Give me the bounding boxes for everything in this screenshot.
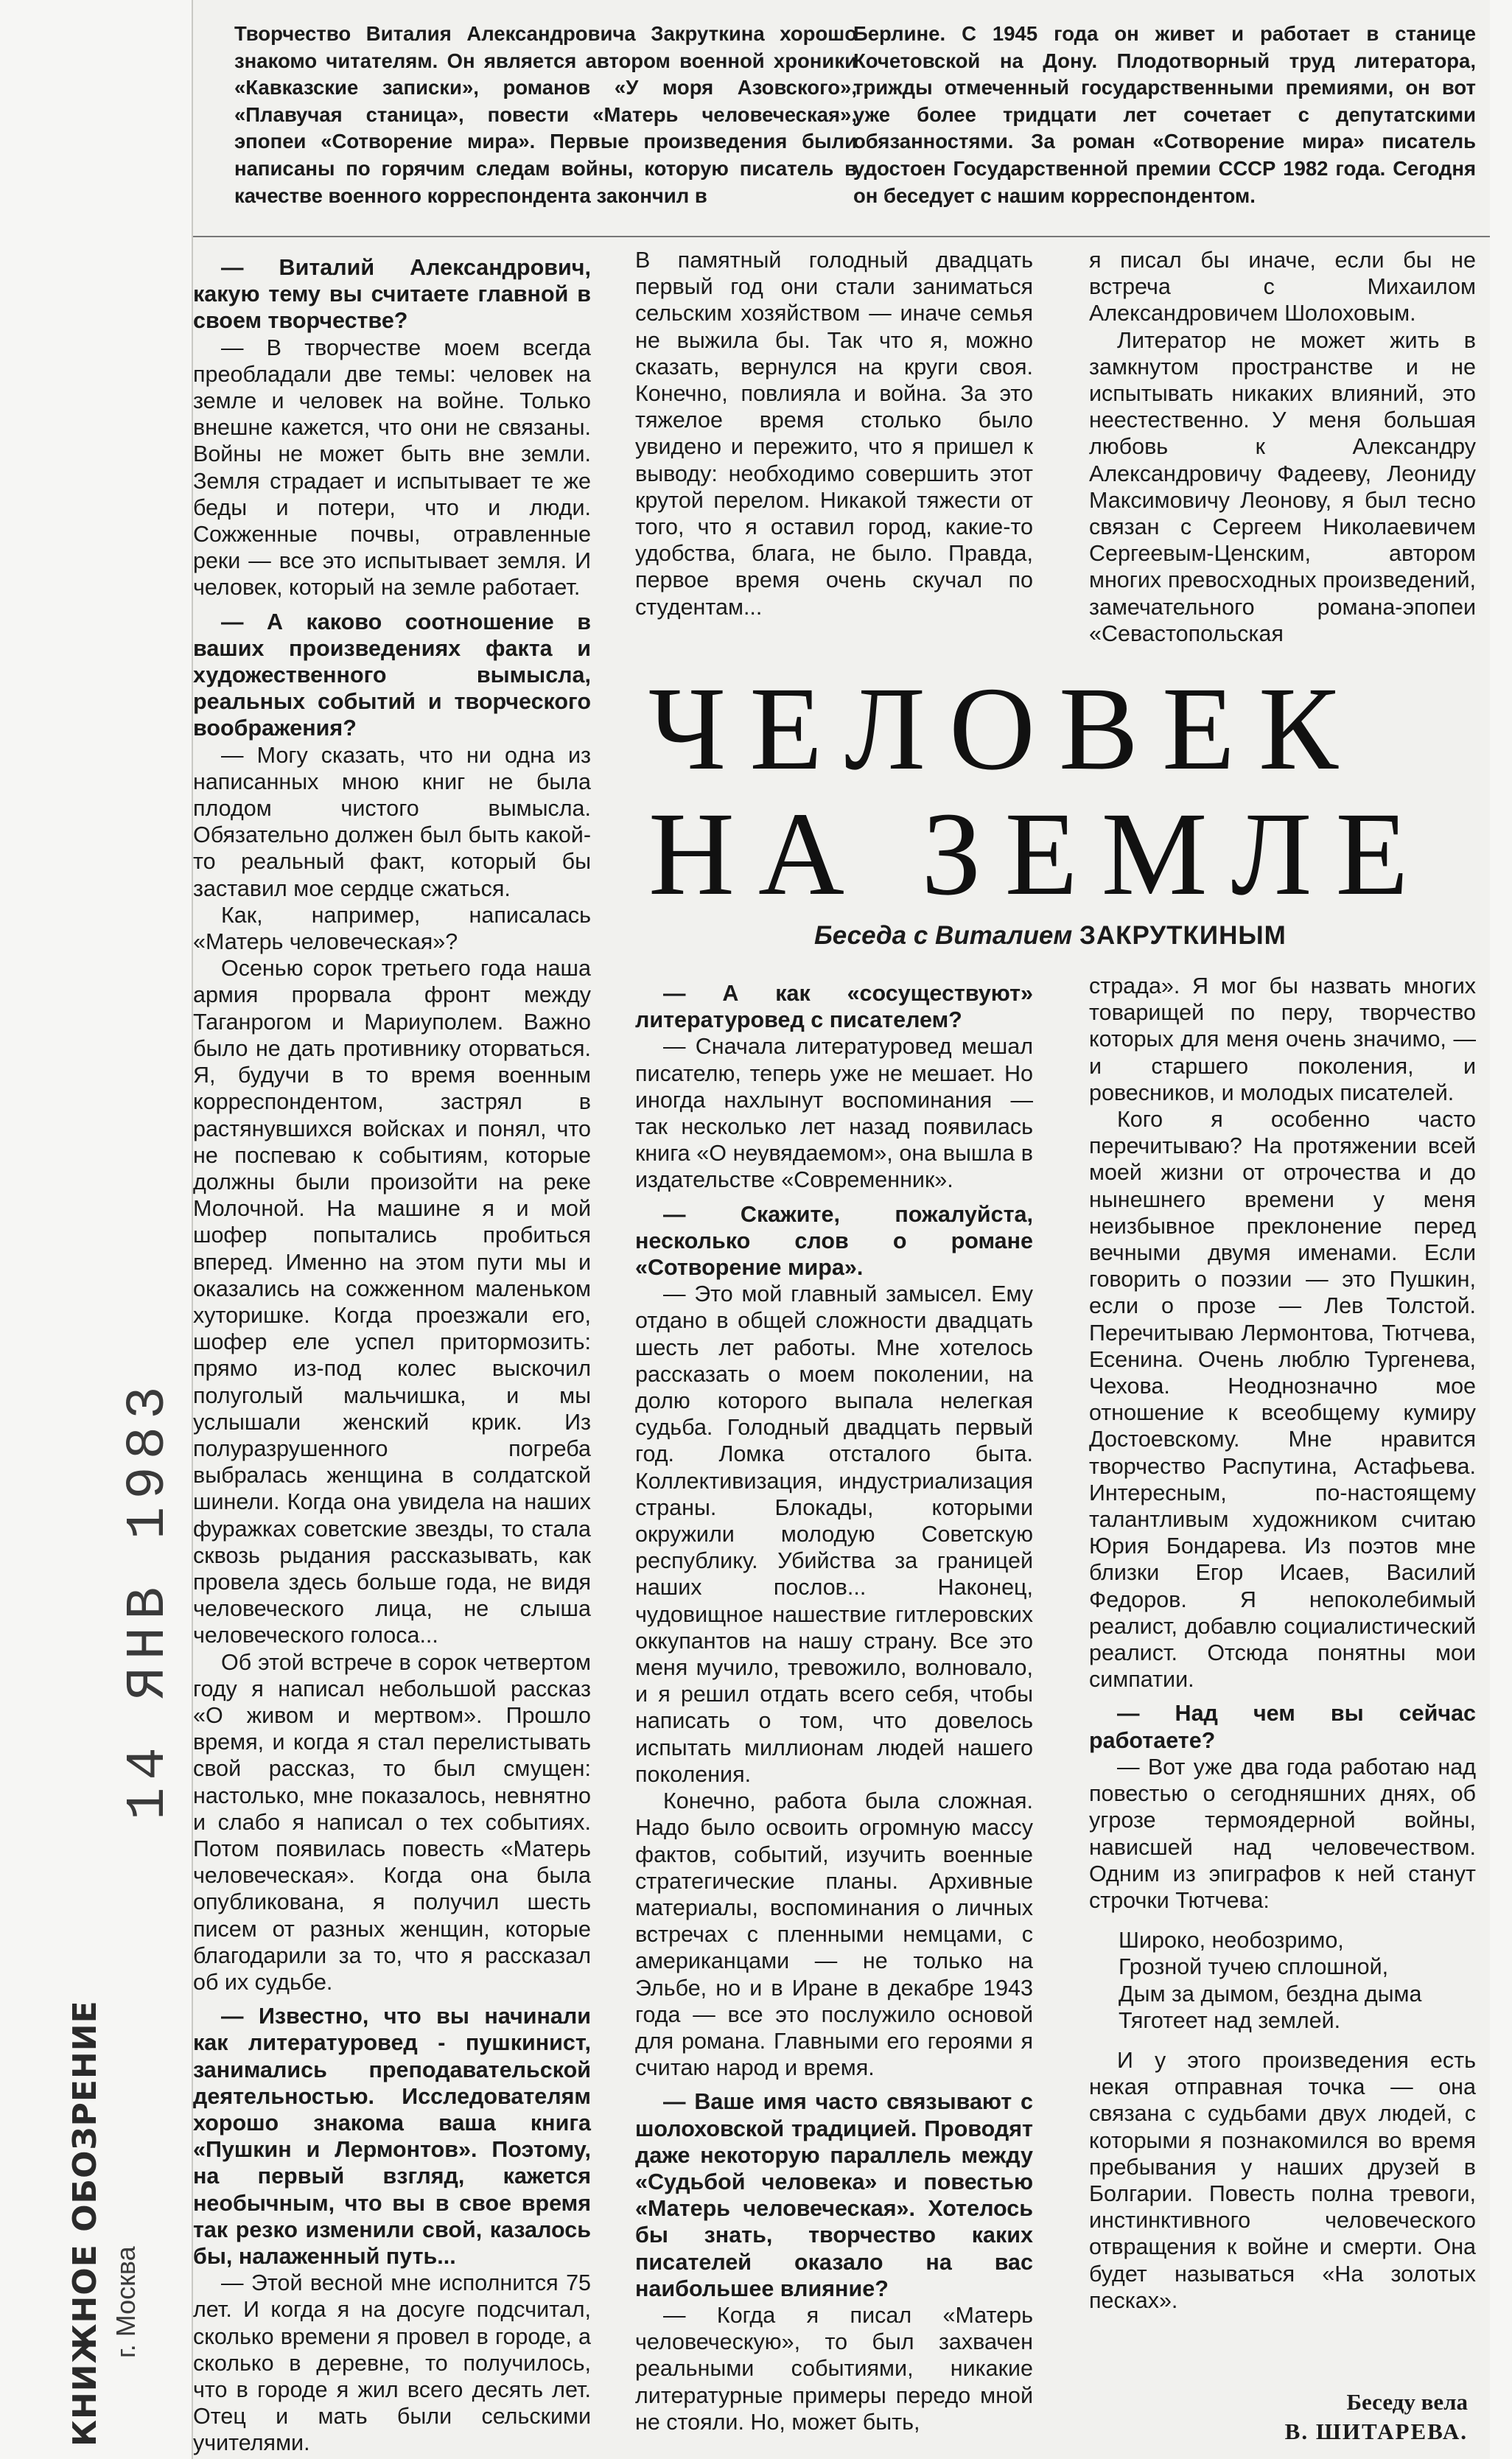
epigraph-poem <box>1119 1927 1476 2034</box>
paragraph: я писал бы иначе, если бы не встреча с Михаилом Александровичем Шолоховым. <box>1089 248 1476 326</box>
column-2-top <box>635 247 1033 620</box>
subtitle-name: ЗАКРУТКИНЫМ <box>1079 921 1287 950</box>
headline <box>648 663 1444 920</box>
question-fact-fiction: — А каково соотношение в ваших произведениях факта и художественного вымысла, реальных событий и творческого воображения? <box>193 609 591 741</box>
column-3 <box>1089 973 1476 2314</box>
paragraph: Кого я особенно часто перечитываю? На протяжении всей моей жизни от отрочества и до нынешнего времени у меня неизбывное преклонение перед вечными двумя именами. Если говорить о поэзии — это Пушкин, если о прозе — Лев Толстой. Перечитываю Лермонтова, Тютчева, Есенина. Очень люблю Тургенева, Чехова. Неоднозначно мое отношение к всеобщему кумиру Достоевскому. Мне нравится творчество Распутина, Астафьева. Интересным, по-настоящему талантливым художником считаю Юрия Бондарева. Из поэтов мне близки Егор Исаев, Василий Федоров. Я непоколебимый реалист, добавлю социалистический реалист. Отсюда понятны мои симпатии. <box>1089 1107 1476 1693</box>
archive-stamp-area <box>0 0 193 2459</box>
column-3-top <box>1089 247 1476 647</box>
answer-current-work: — Вот уже два года работаю над повестью о сегодняшних днях, об угрозе термоядерной войны, нависшей над человечеством. Одним из эпиграфов к ней станут строчки Тютчева: <box>1089 1754 1476 1913</box>
subtitle <box>814 921 1287 951</box>
answer-novel: — Это мой главный замысел. Ему отдано в общей сложности двадцать шесть лет работы. Мне хотелось рассказать о моем поколении, на долю которого выпала нелегкая судьба. Голодный двадцать первый год. Ломка отсталого быта. Коллективизация, индустриализация страны. Блокады, которыми окружили молодую Советскую республику. Убийства за границей наших послов... Наконец, чудовищное нашествие гитлеровских оккупантов на нашу страну. Все это меня мучило, тревожило, волновало, и я решил отдать всего себя, чтобы написать о том, что довелось испытать миллионам людей нашего поколения. <box>635 1281 1033 1787</box>
column-1 <box>193 247 591 2457</box>
paragraph: страда». Я мог бы назвать многих товарищей по перу, творчество которых для меня очень значимо, — и старшего поколения, и ровесников, и молодых писателей. <box>1089 973 1476 1105</box>
answer-main-theme: — В творчестве моем всегда преобладали две темы: человек на земле и человек на войне. Только внешне кажется, что они не связаны. Войны не может быть вне земли. Земля страдает и испытывает те же беды и потери, что и люди. Сожженные почвы, отравленные реки — все это испытывает земля. И человек, который на земле работает. <box>193 335 591 601</box>
date-stamp: 14 ЯНВ 1983 <box>118 1379 180 1820</box>
paragraph: Об этой встрече в сорок четвертом году я написал небольшой рассказ «О живом и мертвом». Прошло время, и когда я стал перелистывать свой рассказ, то был смущен: настолько, мне показалось, невнятно и слабо я написал о тех событиях. Потом появилась повесть «Матерь человеческая». Когда она была опубликована, я получил шесть писем от разных женщин, которые благодарили за то, что я рассказал об их судьбе. <box>193 1649 591 1995</box>
question-main-theme: — Виталий Александрович, какую тему вы считаете главной в своем творчестве? <box>193 255 591 334</box>
intro-right: Берлине. С 1945 года он живет и работает в станице Кочетовской на Дону. Плодотворный труд литератора, трижды отмеченный государственными премиями, он вот уже более тридцати лет сочетает с депутатскими обязанностями. За роман «Сотворение мира» писатель удостоен Государственной премии СССР 1982 года. Сегодня он беседует с нашим корреспондентом. <box>853 22 1476 207</box>
poem-line: Грозной тучею сплошной, <box>1119 1954 1389 1980</box>
paragraph: И у этого произведения есть некая отправная точка — она связана с судьбами двух людей, с которыми я познакомился во время пребывания у наших друзей в Болгарии. Повесть полна тревоги, инстинктивного человеческого отвращения к войне и смерти. Она будет называться «На золотых песках». <box>1089 2047 1476 2313</box>
question-current-work: — Над чем вы сейчас работаете? <box>1089 1701 1476 1753</box>
subtitle-prefix: Беседа с Виталием <box>814 921 1079 950</box>
paragraph: Литератор не может жить в замкнутом пространстве и не испытывать никаких влияний, это неестественно. У меня большая любовь к Александру Александровичу Фадееву, Леониду Максимовичу Леонову, я был тесно связан с Сергеем Николаевичем Сергеевым-Ценским, автором многих превосходных произведений, замечательного романа-эпопеи «Севастопольская <box>1089 327 1476 646</box>
answer-fact-fiction: — Могу сказать, что ни одна из написанных мною книг не была плодом чистого вымысла. Обязательно должен был быть какой-то реальный факт, который бы заставил мое сердце сжаться. <box>193 742 591 901</box>
paragraph: Конечно, работа была сложная. Надо было освоить огромную массу фактов, событий, изучить военные стратегические планы. Архивные материалы, воспоминания о личных встречах с пленными немцами, с американцами — не только на Эльбе, но и в Иране в декабре 1943 года — все это послужило основой для романа. Главными его героями я считаю народ и время. <box>635 1788 1033 2081</box>
question-influence: — Ваше имя часто связывают с шолоховской традицией. Проводят даже некоторую параллель между «Судьбой человека» и повестью «Матерь человеческая». Хотелось бы знать, творчество каких писателей оказало на вас наибольшее влияние? <box>635 2089 1033 2301</box>
byline <box>1285 2388 1468 2446</box>
answer-literary-critic: — Сначала литературовед мешал писателю, теперь уже не мешает. Но иногда нахлынут воспоминания — так несколько лет назад появилась книга «О неувядаемом», она вышла в издательстве «Современник». <box>635 1034 1033 1193</box>
paragraph: Осенью сорок третьего года наша армия прорвала фронт между Таганрогом и Мариуполем. Важно было не дать противнику оторваться. Я, будучи в то время военным корреспондентом, застрял в растянувшихся войсках и понял, что не поспеваю к событиям, которые должны были произойти на реке Молочной. На машине я и мой шофер попытались пробиться вперед. Именно на этом пути мы и оказались на сожженном маленьком хуторишке. Когда проезжали его, шофер еле успел притормозить: прямо из-под колес выскочил полуголый мальчишка, и мы услышали женский крик. Из полуразрушенного погреба выбралась женщина в солдатской шинели. Когда она увидела на наших фуражках советские звезды, то стала сквозь рыдания рассказывать, как провела здесь больше года, не видя человеческого лица, не слыша человеческого голоса... <box>193 956 591 1648</box>
intro-divider <box>193 236 1490 237</box>
poem-line: Дым за дымом, бездна дыма <box>1119 1981 1422 2007</box>
byline-author: В. ШИТАРЕВА. <box>1284 2418 1468 2444</box>
answer-career: — Этой весной мне исполнится 75 лет. И когда я на досуге подсчитал, сколько времени я провел в городе, а сколько в деревне, то получилось, что в городе я жил всего десять лет. Отец и мать были сельскими учителями. <box>193 2270 591 2456</box>
headline-line-1: ЧЕЛОВЕК <box>648 663 1362 795</box>
paragraph: Как, например, написалась «Матерь человеческая»? <box>193 902 591 955</box>
column-2 <box>635 973 1033 2435</box>
intro-left: Творчество Виталия Александровича Закруткина хорошо знакомо читателям. Он является автором военной хроники «Кавказские записки», романов «У моря Азовского», «Плавучая станица», повести «Матерь человеческая», эпопеи «Сотворение мира». Первые произведения были написаны по горячим следам войны, которую писатель в качестве военного корреспондента закончил в <box>234 22 857 207</box>
city-stamp: г. Москва <box>111 2246 141 2358</box>
poem-line: Тяготеет над землей. <box>1119 2007 1341 2033</box>
poem-line: Широко, необозримо, <box>1119 1928 1344 1953</box>
question-literary-critic: — А как «сосуществуют» литературовед с писателем? <box>635 981 1033 1033</box>
answer-influence: — Когда я писал «Матерь человеческую», то был захвачен реальными событиями, никакие литературные примеры передо мной не стояли. Но, может быть, <box>635 2302 1033 2435</box>
byline-label: Беседу вела <box>1346 2389 1468 2415</box>
question-career: — Известно, что вы начинали как литературовед - пушкинист, занимались преподавательской деятельностью. Исследователям хорошо знакома ваша книга «Пушкин и Лермонтов». Поэтому, на первый взгляд, кажется необычным, что вы в свое время так резко изменили свой, казалось бы, налаженный путь... <box>193 2004 591 2270</box>
paragraph: В памятный голодный двадцать первый год они стали заниматься сельским хозяйством — иначе семья не выжила бы. Так что я, можно сказать, вернулся на круги своя. Конечно, повлияла и война. За это тяжелое время столько было увидено и пережито, что я пришел к выводу: необходимо совершить этот крутой перелом. Никакой тяжести от того, что я оставил город, какие-то удобства, блага, не было. Правда, первое время очень скучал по студентам... <box>635 248 1033 620</box>
question-novel: — Скажите, пожалуйста, несколько слов о романе «Сотворение мира». <box>635 1201 1033 1281</box>
source-stamp: КНИЖНОЕ ОБОЗРЕНИЕ <box>66 2000 104 2446</box>
headline-line-2: НА ЗЕМЛЕ <box>648 788 1432 920</box>
